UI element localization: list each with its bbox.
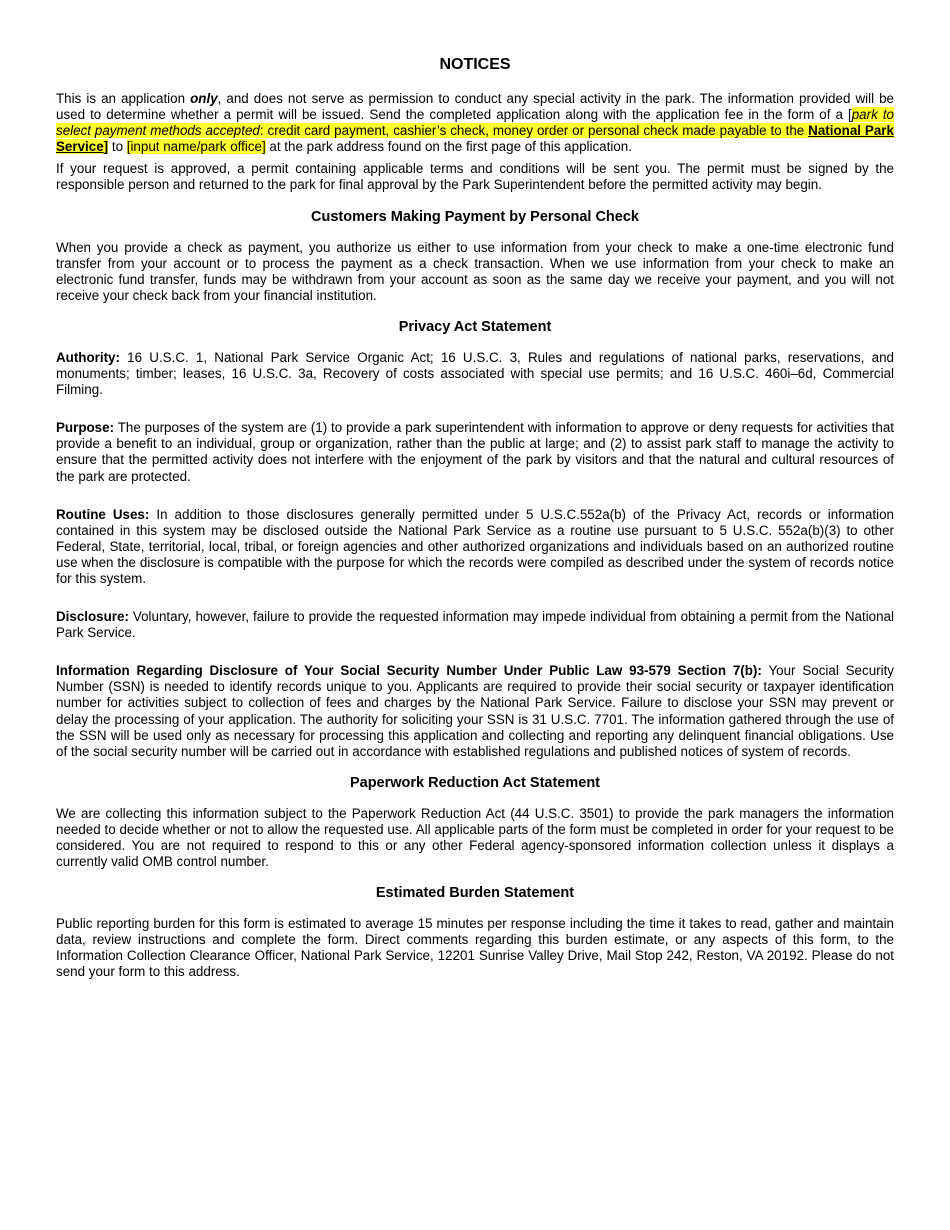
check-paragraph: When you provide a check as payment, you authorize us either to use information from your check to make a one-time electronic fund transfer from your account or to process the payment as a check transaction. When we use information from your check to make an electronic fund transfer, funds may be withdrawn from your account as soon as the same day we receive your payment, and you will not receive your check back from your financial institution.: [56, 239, 894, 303]
purpose-paragraph: Purpose: The purposes of the system are (1) to provide a park superintendent with information to approve or deny requests for activities that provide a benefit to an individual, group or organization, rather than the public at large; and (2) to assist park staff to manage the activity to ensure that the permitted activity does not interfere with the enjoyment of the park by visitors and that the natural and cultural resources of the park are protected.: [56, 420, 894, 484]
notices-page: [56, 54, 894, 981]
burden-paragraph: Public reporting burden for this form is estimated to average 15 minutes per response including the time it takes to read, gather and maintain data, review instructions and complete the form. Direct comments regarding this burden estimate, or any aspects of this form, to the Information Collection Clearance Officer, National Park Service, 12201 Sunrise Valley Drive, Mail Stop 242, Reston, VA 20192. Please do not send your form to this address.: [56, 916, 894, 980]
authority-paragraph: Authority: 16 U.S.C. 1, National Park Service Organic Act; 16 U.S.C. 3, Rules and regulations of national parks, reservations, and monuments; timber; leases, 16 U.S.C. 3a, Recovery of costs associated with special use permits; and 16 U.S.C. 460i–6d, Commercial Filming.: [56, 349, 894, 398]
payee-name: National Park Service: [56, 123, 894, 155]
routine-uses-paragraph: Routine Uses: In addition to those disclosures generally permitted under 5 U.S.C.552a(b) of the Privacy Act, records or information contained in this system may be disclosed outside the National Park Service as a routine use pursuant to 5 U.S.C. 552a(b)(3) to other Federal, State, territorial, local, tribal, or foreign agencies and other authorized organizations and individuals based on an authorized routine use when the disclosure is compatible with the purpose for which the records were compiled as described under the system of records notice for this system.: [56, 506, 894, 586]
intro-paragraph: This is an application only, and does not serve as permission to conduct any special activity in the park. The information provided will be used to determine whether a permit will be issued. Send the completed application along with the application fee in the form of a [park to select payment methods accepted: credit card payment, cashier’s check, money order or personal check made payable to the National Park Service] to [input name/park office] at the park address found on the first page of this application.: [56, 91, 894, 155]
page-title: NOTICES: [439, 56, 511, 73]
disclosure-paragraph: Disclosure: Voluntary, however, failure to provide the requested information may impede individual from obtaining a permit from the National Park Service.: [56, 609, 894, 641]
address-placeholder-highlight: [input name/park office]: [126, 139, 266, 155]
approval-paragraph: If your request is approved, a permit containing applicable terms and conditions will be sent you. The permit must be signed by the responsible person and returned to the park for final approval by the Park Superintendent before the permitted activity may begin.: [56, 161, 894, 193]
paperwork-paragraph: We are collecting this information subject to the Paperwork Reduction Act (44 U.S.C. 3501) to provide the park managers the information needed to decide whether or not to allow the requested use. All applicable parts of the form must be completed in order for your request to be considered. You are not required to respond to this or any other Federal agency-sponsored information collection unless it displays a currently valid OMB control number.: [56, 805, 894, 870]
burden-heading: Estimated Burden Statement: [375, 885, 575, 902]
paperwork-heading: Paperwork Reduction Act Statement: [349, 774, 601, 791]
emphasis-only: only: [190, 91, 218, 106]
payment-methods-highlight: park to select payment methods accepted: credit card payment, cashier’s check, money order or personal check made payable to the National Park Service]: [56, 107, 894, 155]
check-heading: Customers Making Payment by Personal Check: [311, 208, 639, 225]
ssn-paragraph: Information Regarding Disclosure of Your Social Security Number Under Public Law 93-579 Section 7(b): Your Social Security Number (SSN) is needed to identify records unique to you. Applicants are required to provide their social security or taxpayer identification number for activities subject to collection of fees and charges by the National Park Service. Failure to disclose your SSN may prevent or delay the processing of your application. The authority for soliciting your SSN is 31 U.S.C. 7701. The information gathered through the use of the SSN will be used only as necessary for processing this application and collecting and reporting any delinquent financial obligations. Use of the social security number will be carried out in accordance with established regulations and published notices of system of records.: [56, 663, 894, 759]
privacy-heading: Privacy Act Statement: [398, 318, 552, 335]
